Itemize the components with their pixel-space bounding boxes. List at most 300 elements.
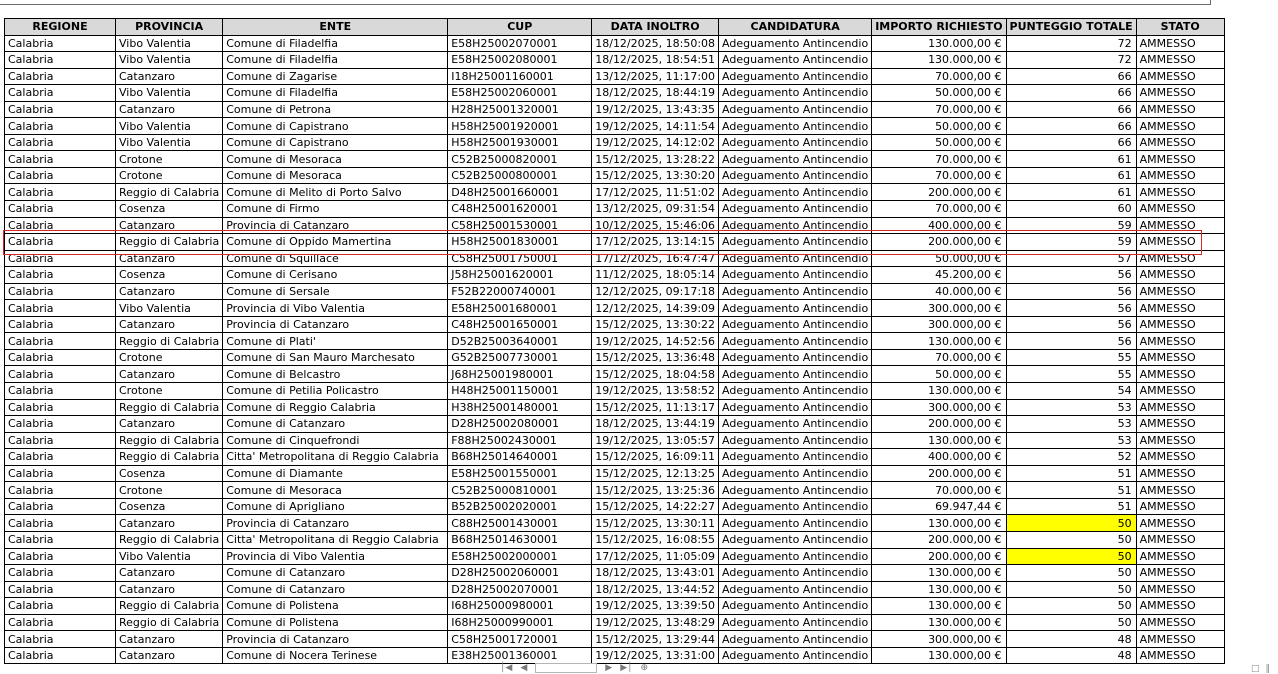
table-row[interactable] xyxy=(5,151,1225,168)
cell-ente[interactable]: Provincia di Catanzaro xyxy=(223,515,448,532)
cell-stato[interactable]: AMMESSO xyxy=(1136,349,1224,366)
spreadsheet[interactable] xyxy=(4,18,1225,664)
cell-provincia[interactable]: Reggio di Calabria xyxy=(116,184,223,201)
cell-cup[interactable]: D48H25001660001 xyxy=(448,184,592,201)
cell-candidatura[interactable]: Adeguamento Antincendio xyxy=(719,234,872,251)
cell-data-inoltro[interactable]: 18/12/2025, 18:50:08 xyxy=(592,35,719,52)
cell-cup[interactable]: I18H25001160001 xyxy=(448,68,592,85)
cell-data-inoltro[interactable]: 19/12/2025, 13:39:50 xyxy=(592,598,719,615)
cell-importo[interactable]: 300.000,00 € xyxy=(872,631,1006,648)
table-row[interactable] xyxy=(5,515,1225,532)
cell-ente[interactable]: Comune di Belcastro xyxy=(223,366,448,383)
cell-regione[interactable]: Calabria xyxy=(5,234,116,251)
table-row[interactable] xyxy=(5,416,1225,433)
cell-provincia[interactable]: Reggio di Calabria xyxy=(116,234,223,251)
cell-ente[interactable]: Comune di Nocera Terinese xyxy=(223,647,448,664)
cell-ente[interactable]: Citta' Metropolitana di Reggio Calabria xyxy=(223,449,448,466)
cell-stato[interactable]: AMMESSO xyxy=(1136,52,1224,69)
table-row[interactable] xyxy=(5,432,1225,449)
table-row[interactable] xyxy=(5,134,1225,151)
cell-punteggio[interactable]: 55 xyxy=(1006,366,1136,383)
table-row[interactable] xyxy=(5,52,1225,69)
cell-cup[interactable]: H28H25001320001 xyxy=(448,101,592,118)
cell-data-inoltro[interactable]: 18/12/2025, 18:44:19 xyxy=(592,85,719,102)
cell-ente[interactable]: Comune di Cerisano xyxy=(223,267,448,284)
cell-candidatura[interactable]: Adeguamento Antincendio xyxy=(719,151,872,168)
cell-ente[interactable]: Comune di Cinquefrondi xyxy=(223,432,448,449)
cell-candidatura[interactable]: Adeguamento Antincendio xyxy=(719,631,872,648)
col-header-ente[interactable]: ENTE xyxy=(223,19,448,36)
cell-candidatura[interactable]: Adeguamento Antincendio xyxy=(719,101,872,118)
col-header-importo[interactable]: IMPORTO RICHIESTO xyxy=(872,19,1006,36)
cell-provincia[interactable]: Crotone xyxy=(116,482,223,499)
cell-stato[interactable]: AMMESSO xyxy=(1136,598,1224,615)
cell-importo[interactable]: 300.000,00 € xyxy=(872,300,1006,317)
cell-stato[interactable]: AMMESSO xyxy=(1136,118,1224,135)
cell-candidatura[interactable]: Adeguamento Antincendio xyxy=(719,184,872,201)
cell-candidatura[interactable]: Adeguamento Antincendio xyxy=(719,598,872,615)
cell-cup[interactable]: B52B25002020001 xyxy=(448,498,592,515)
cell-stato[interactable]: AMMESSO xyxy=(1136,217,1224,234)
cell-ente[interactable]: Comune di Mesoraca xyxy=(223,151,448,168)
cell-punteggio[interactable]: 66 xyxy=(1006,118,1136,135)
cell-candidatura[interactable]: Adeguamento Antincendio xyxy=(719,267,872,284)
cell-regione[interactable]: Calabria xyxy=(5,449,116,466)
cell-cup[interactable]: D28H25002060001 xyxy=(448,565,592,582)
table-row[interactable] xyxy=(5,598,1225,615)
cell-ente[interactable]: Comune di Filadelfia xyxy=(223,85,448,102)
cell-punteggio[interactable]: 53 xyxy=(1006,432,1136,449)
cell-candidatura[interactable]: Adeguamento Antincendio xyxy=(719,548,872,565)
cell-cup[interactable]: H58H25001930001 xyxy=(448,134,592,151)
cell-provincia[interactable]: Cosenza xyxy=(116,465,223,482)
cell-candidatura[interactable]: Adeguamento Antincendio xyxy=(719,35,872,52)
cell-cup[interactable]: D28H25002070001 xyxy=(448,581,592,598)
cell-stato[interactable]: AMMESSO xyxy=(1136,614,1224,631)
cell-candidatura[interactable]: Adeguamento Antincendio xyxy=(719,399,872,416)
cell-importo[interactable]: 70.000,00 € xyxy=(872,68,1006,85)
table-row[interactable] xyxy=(5,581,1225,598)
cell-candidatura[interactable]: Adeguamento Antincendio xyxy=(719,565,872,582)
cell-stato[interactable]: AMMESSO xyxy=(1136,498,1224,515)
cell-regione[interactable]: Calabria xyxy=(5,515,116,532)
cell-data-inoltro[interactable]: 17/12/2025, 11:51:02 xyxy=(592,184,719,201)
table-row[interactable] xyxy=(5,217,1225,234)
cell-cup[interactable]: C58H25001720001 xyxy=(448,631,592,648)
cell-punteggio[interactable]: 56 xyxy=(1006,300,1136,317)
table-row[interactable] xyxy=(5,449,1225,466)
cell-stato[interactable]: AMMESSO xyxy=(1136,167,1224,184)
cell-provincia[interactable]: Catanzaro xyxy=(116,416,223,433)
col-header-candidatura[interactable]: CANDIDATURA xyxy=(719,19,872,36)
cell-candidatura[interactable]: Adeguamento Antincendio xyxy=(719,300,872,317)
cell-punteggio[interactable]: 59 xyxy=(1006,217,1136,234)
table-row[interactable] xyxy=(5,498,1225,515)
cell-data-inoltro[interactable]: 17/12/2025, 13:14:15 xyxy=(592,234,719,251)
cell-provincia[interactable]: Cosenza xyxy=(116,498,223,515)
cell-importo[interactable]: 130.000,00 € xyxy=(872,52,1006,69)
cell-cup[interactable]: B68H25014640001 xyxy=(448,449,592,466)
cell-ente[interactable]: Comune di Mesoraca xyxy=(223,482,448,499)
table-row[interactable] xyxy=(5,366,1225,383)
cell-provincia[interactable]: Reggio di Calabria xyxy=(116,432,223,449)
cell-stato[interactable]: AMMESSO xyxy=(1136,267,1224,284)
cell-ente[interactable]: Citta' Metropolitana di Reggio Calabria xyxy=(223,531,448,548)
cell-data-inoltro[interactable]: 15/12/2025, 13:30:22 xyxy=(592,316,719,333)
cell-candidatura[interactable]: Adeguamento Antincendio xyxy=(719,498,872,515)
cell-punteggio[interactable]: 53 xyxy=(1006,399,1136,416)
cell-data-inoltro[interactable]: 19/12/2025, 13:31:00 xyxy=(592,647,719,664)
last-page-icon[interactable]: ▶│ xyxy=(620,663,633,673)
cell-data-inoltro[interactable]: 15/12/2025, 16:09:11 xyxy=(592,449,719,466)
cell-importo[interactable]: 70.000,00 € xyxy=(872,167,1006,184)
cell-importo[interactable]: 130.000,00 € xyxy=(872,432,1006,449)
cell-ente[interactable]: Comune di Catanzaro xyxy=(223,416,448,433)
cell-importo[interactable]: 130.000,00 € xyxy=(872,647,1006,664)
cell-regione[interactable]: Calabria xyxy=(5,267,116,284)
cell-candidatura[interactable]: Adeguamento Antincendio xyxy=(719,118,872,135)
cell-provincia[interactable]: Vibo Valentia xyxy=(116,35,223,52)
cell-punteggio[interactable]: 51 xyxy=(1006,482,1136,499)
cell-provincia[interactable]: Reggio di Calabria xyxy=(116,614,223,631)
cell-data-inoltro[interactable]: 15/12/2025, 13:29:44 xyxy=(592,631,719,648)
cell-cup[interactable]: H58H25001830001 xyxy=(448,234,592,251)
cell-ente[interactable]: Provincia di Vibo Valentia xyxy=(223,548,448,565)
cell-data-inoltro[interactable]: 15/12/2025, 13:36:48 xyxy=(592,349,719,366)
cell-importo[interactable]: 70.000,00 € xyxy=(872,349,1006,366)
cell-stato[interactable]: AMMESSO xyxy=(1136,416,1224,433)
cell-punteggio[interactable]: 48 xyxy=(1006,647,1136,664)
cell-importo[interactable]: 50.000,00 € xyxy=(872,366,1006,383)
cell-ente[interactable]: Provincia di Catanzaro xyxy=(223,217,448,234)
cell-provincia[interactable]: Catanzaro xyxy=(116,283,223,300)
col-header-stato[interactable]: STATO xyxy=(1136,19,1224,36)
cell-regione[interactable]: Calabria xyxy=(5,383,116,400)
cell-punteggio[interactable]: 52 xyxy=(1006,449,1136,466)
cell-provincia[interactable]: Catanzaro xyxy=(116,250,223,267)
cell-stato[interactable]: AMMESSO xyxy=(1136,234,1224,251)
cell-data-inoltro[interactable]: 15/12/2025, 13:28:22 xyxy=(592,151,719,168)
cell-data-inoltro[interactable]: 19/12/2025, 13:48:29 xyxy=(592,614,719,631)
cell-regione[interactable]: Calabria xyxy=(5,35,116,52)
cell-importo[interactable]: 200.000,00 € xyxy=(872,184,1006,201)
cell-stato[interactable]: AMMESSO xyxy=(1136,184,1224,201)
cell-punteggio[interactable]: 72 xyxy=(1006,52,1136,69)
table-row[interactable] xyxy=(5,316,1225,333)
cell-punteggio[interactable]: 50 xyxy=(1006,614,1136,631)
cell-regione[interactable]: Calabria xyxy=(5,101,116,118)
cell-regione[interactable]: Calabria xyxy=(5,565,116,582)
col-header-provincia[interactable]: PROVINCIA xyxy=(116,19,223,36)
cell-cup[interactable]: E58H25001550001 xyxy=(448,465,592,482)
cell-data-inoltro[interactable]: 18/12/2025, 13:43:01 xyxy=(592,565,719,582)
cell-provincia[interactable]: Vibo Valentia xyxy=(116,85,223,102)
cell-cup[interactable]: C48H25001650001 xyxy=(448,316,592,333)
table-row[interactable] xyxy=(5,647,1225,664)
table-row[interactable] xyxy=(5,531,1225,548)
cell-punteggio[interactable]: 53 xyxy=(1006,416,1136,433)
cell-regione[interactable]: Calabria xyxy=(5,85,116,102)
table-row[interactable] xyxy=(5,300,1225,317)
cell-stato[interactable]: AMMESSO xyxy=(1136,101,1224,118)
cell-regione[interactable]: Calabria xyxy=(5,416,116,433)
cell-stato[interactable]: AMMESSO xyxy=(1136,85,1224,102)
cell-stato[interactable]: AMMESSO xyxy=(1136,35,1224,52)
cell-provincia[interactable]: Cosenza xyxy=(116,267,223,284)
cell-provincia[interactable]: Reggio di Calabria xyxy=(116,531,223,548)
cell-importo[interactable]: 130.000,00 € xyxy=(872,35,1006,52)
cell-ente[interactable]: Comune di Zagarise xyxy=(223,68,448,85)
table-row[interactable] xyxy=(5,184,1225,201)
cell-data-inoltro[interactable]: 15/12/2025, 16:08:55 xyxy=(592,531,719,548)
cell-importo[interactable]: 300.000,00 € xyxy=(872,399,1006,416)
cell-stato[interactable]: AMMESSO xyxy=(1136,68,1224,85)
cell-ente[interactable]: Comune di Petilia Policastro xyxy=(223,383,448,400)
cell-importo[interactable]: 70.000,00 € xyxy=(872,151,1006,168)
cell-regione[interactable]: Calabria xyxy=(5,283,116,300)
cell-regione[interactable]: Calabria xyxy=(5,68,116,85)
cell-cup[interactable]: C48H25001620001 xyxy=(448,201,592,218)
cell-cup[interactable]: I68H25000990001 xyxy=(448,614,592,631)
cell-ente[interactable]: Comune di Oppido Mamertina xyxy=(223,234,448,251)
table-row[interactable] xyxy=(5,333,1225,350)
cell-regione[interactable]: Calabria xyxy=(5,201,116,218)
cell-data-inoltro[interactable]: 15/12/2025, 14:22:27 xyxy=(592,498,719,515)
cell-punteggio[interactable]: 48 xyxy=(1006,631,1136,648)
cell-cup[interactable]: H48H25001150001 xyxy=(448,383,592,400)
cell-punteggio[interactable]: 56 xyxy=(1006,267,1136,284)
cell-regione[interactable]: Calabria xyxy=(5,548,116,565)
cell-regione[interactable]: Calabria xyxy=(5,52,116,69)
table-row[interactable] xyxy=(5,201,1225,218)
cell-stato[interactable]: AMMESSO xyxy=(1136,399,1224,416)
cell-stato[interactable]: AMMESSO xyxy=(1136,647,1224,664)
cell-punteggio[interactable]: 51 xyxy=(1006,465,1136,482)
cell-data-inoltro[interactable]: 15/12/2025, 12:13:25 xyxy=(592,465,719,482)
cell-cup[interactable]: H38H25001480001 xyxy=(448,399,592,416)
cell-data-inoltro[interactable]: 19/12/2025, 14:11:54 xyxy=(592,118,719,135)
table-row[interactable] xyxy=(5,283,1225,300)
col-header-data-inoltro[interactable]: DATA INOLTRO xyxy=(592,19,719,36)
cell-candidatura[interactable]: Adeguamento Antincendio xyxy=(719,416,872,433)
cell-provincia[interactable]: Catanzaro xyxy=(116,647,223,664)
cell-importo[interactable]: 130.000,00 € xyxy=(872,581,1006,598)
cell-candidatura[interactable]: Adeguamento Antincendio xyxy=(719,333,872,350)
cell-candidatura[interactable]: Adeguamento Antincendio xyxy=(719,531,872,548)
cell-ente[interactable]: Comune di Diamante xyxy=(223,465,448,482)
cell-candidatura[interactable]: Adeguamento Antincendio xyxy=(719,383,872,400)
cell-cup[interactable]: C58H25001530001 xyxy=(448,217,592,234)
cell-ente[interactable]: Comune di Polistena xyxy=(223,598,448,615)
cell-importo[interactable]: 130.000,00 € xyxy=(872,383,1006,400)
cell-cup[interactable]: F88H25002430001 xyxy=(448,432,592,449)
cell-ente[interactable]: Comune di Filadelfia xyxy=(223,52,448,69)
cell-data-inoltro[interactable]: 15/12/2025, 13:30:20 xyxy=(592,167,719,184)
cell-punteggio[interactable]: 61 xyxy=(1006,151,1136,168)
table-row[interactable] xyxy=(5,68,1225,85)
cell-stato[interactable]: AMMESSO xyxy=(1136,581,1224,598)
cell-regione[interactable]: Calabria xyxy=(5,349,116,366)
cell-candidatura[interactable]: Adeguamento Antincendio xyxy=(719,366,872,383)
cell-provincia[interactable]: Vibo Valentia xyxy=(116,548,223,565)
cell-cup[interactable]: E58H25002000001 xyxy=(448,548,592,565)
table-row[interactable] xyxy=(5,267,1225,284)
cell-cup[interactable]: C58H25001750001 xyxy=(448,250,592,267)
table-row[interactable] xyxy=(5,349,1225,366)
cell-ente[interactable]: Comune di Firmo xyxy=(223,201,448,218)
cell-punteggio[interactable]: 51 xyxy=(1006,498,1136,515)
cell-importo[interactable]: 40.000,00 € xyxy=(872,283,1006,300)
cell-regione[interactable]: Calabria xyxy=(5,167,116,184)
cell-punteggio[interactable]: 50 xyxy=(1006,581,1136,598)
cell-regione[interactable]: Calabria xyxy=(5,217,116,234)
cell-cup[interactable]: G52B25007730001 xyxy=(448,349,592,366)
cell-ente[interactable]: Comune di Aprigliano xyxy=(223,498,448,515)
cell-ente[interactable]: Comune di San Mauro Marchesato xyxy=(223,349,448,366)
cell-cup[interactable]: E58H25002060001 xyxy=(448,85,592,102)
cell-regione[interactable]: Calabria xyxy=(5,498,116,515)
cell-cup[interactable]: C52B25000820001 xyxy=(448,151,592,168)
cell-punteggio[interactable]: 56 xyxy=(1006,333,1136,350)
cell-stato[interactable]: AMMESSO xyxy=(1136,548,1224,565)
cell-provincia[interactable]: Catanzaro xyxy=(116,316,223,333)
cell-data-inoltro[interactable]: 19/12/2025, 13:58:52 xyxy=(592,383,719,400)
cell-ente[interactable]: Provincia di Catanzaro xyxy=(223,316,448,333)
cell-ente[interactable]: Comune di Catanzaro xyxy=(223,581,448,598)
cell-punteggio[interactable]: 50 xyxy=(1006,565,1136,582)
cell-punteggio[interactable]: 72 xyxy=(1006,35,1136,52)
table-row[interactable] xyxy=(5,614,1225,631)
table-row[interactable] xyxy=(5,631,1225,648)
cell-stato[interactable]: AMMESSO xyxy=(1136,531,1224,548)
cell-data-inoltro[interactable]: 15/12/2025, 11:13:17 xyxy=(592,399,719,416)
cell-data-inoltro[interactable]: 19/12/2025, 14:12:02 xyxy=(592,134,719,151)
prev-page-icon[interactable]: ◀ xyxy=(520,663,528,673)
cell-provincia[interactable]: Catanzaro xyxy=(116,631,223,648)
table-row[interactable] xyxy=(5,35,1225,52)
cell-importo[interactable]: 130.000,00 € xyxy=(872,614,1006,631)
cell-regione[interactable]: Calabria xyxy=(5,151,116,168)
cell-importo[interactable]: 200.000,00 € xyxy=(872,531,1006,548)
col-header-punteggio[interactable]: PUNTEGGIO TOTALE xyxy=(1006,19,1136,36)
cell-data-inoltro[interactable]: 15/12/2025, 13:30:11 xyxy=(592,515,719,532)
cell-stato[interactable]: AMMESSO xyxy=(1136,134,1224,151)
cell-regione[interactable]: Calabria xyxy=(5,598,116,615)
cell-cup[interactable]: I68H25000980001 xyxy=(448,598,592,615)
cell-ente[interactable]: Provincia di Catanzaro xyxy=(223,631,448,648)
cell-data-inoltro[interactable]: 12/12/2025, 14:39:09 xyxy=(592,300,719,317)
cell-importo[interactable]: 50.000,00 € xyxy=(872,134,1006,151)
cell-stato[interactable]: AMMESSO xyxy=(1136,151,1224,168)
cell-data-inoltro[interactable]: 13/12/2025, 09:31:54 xyxy=(592,201,719,218)
cell-punteggio[interactable]: 54 xyxy=(1006,383,1136,400)
table-row[interactable] xyxy=(5,101,1225,118)
cell-punteggio[interactable]: 55 xyxy=(1006,349,1136,366)
cell-punteggio[interactable]: 61 xyxy=(1006,184,1136,201)
cell-regione[interactable]: Calabria xyxy=(5,482,116,499)
cell-candidatura[interactable]: Adeguamento Antincendio xyxy=(719,316,872,333)
cell-punteggio[interactable]: 60 xyxy=(1006,201,1136,218)
cell-regione[interactable]: Calabria xyxy=(5,250,116,267)
cell-ente[interactable]: Provincia di Vibo Valentia xyxy=(223,300,448,317)
cell-regione[interactable]: Calabria xyxy=(5,647,116,664)
cell-provincia[interactable]: Catanzaro xyxy=(116,101,223,118)
cell-importo[interactable]: 50.000,00 € xyxy=(872,85,1006,102)
cell-stato[interactable]: AMMESSO xyxy=(1136,283,1224,300)
cell-punteggio[interactable]: 50 xyxy=(1006,531,1136,548)
table-row[interactable] xyxy=(5,234,1225,251)
cell-candidatura[interactable]: Adeguamento Antincendio xyxy=(719,167,872,184)
cell-stato[interactable]: AMMESSO xyxy=(1136,432,1224,449)
cell-stato[interactable]: AMMESSO xyxy=(1136,449,1224,466)
view-mode-icon[interactable]: □ xyxy=(1250,664,1260,674)
cell-importo[interactable]: 130.000,00 € xyxy=(872,333,1006,350)
cell-ente[interactable]: Comune di Capistrano xyxy=(223,134,448,151)
cell-ente[interactable]: Comune di Plati' xyxy=(223,333,448,350)
cell-data-inoltro[interactable]: 13/12/2025, 11:17:00 xyxy=(592,68,719,85)
cell-importo[interactable]: 130.000,00 € xyxy=(872,598,1006,615)
cell-punteggio[interactable]: 56 xyxy=(1006,316,1136,333)
cell-punteggio[interactable]: 50 xyxy=(1006,548,1136,565)
cell-cup[interactable]: C52B25000800001 xyxy=(448,167,592,184)
cell-punteggio[interactable]: 50 xyxy=(1006,515,1136,532)
cell-provincia[interactable]: Catanzaro xyxy=(116,217,223,234)
cell-importo[interactable]: 200.000,00 € xyxy=(872,465,1006,482)
col-header-regione[interactable]: REGIONE xyxy=(5,19,116,36)
cell-punteggio[interactable]: 66 xyxy=(1006,101,1136,118)
cell-ente[interactable]: Comune di Sersale xyxy=(223,283,448,300)
cell-data-inoltro[interactable]: 15/12/2025, 18:04:58 xyxy=(592,366,719,383)
cell-regione[interactable]: Calabria xyxy=(5,465,116,482)
cell-ente[interactable]: Comune di Mesoraca xyxy=(223,167,448,184)
cell-stato[interactable]: AMMESSO xyxy=(1136,631,1224,648)
cell-stato[interactable]: AMMESSO xyxy=(1136,201,1224,218)
cell-provincia[interactable]: Crotone xyxy=(116,167,223,184)
cell-candidatura[interactable]: Adeguamento Antincendio xyxy=(719,68,872,85)
cell-provincia[interactable]: Catanzaro xyxy=(116,515,223,532)
cell-cup[interactable]: J68H25001980001 xyxy=(448,366,592,383)
cell-regione[interactable]: Calabria xyxy=(5,581,116,598)
cell-provincia[interactable]: Catanzaro xyxy=(116,366,223,383)
cell-stato[interactable]: AMMESSO xyxy=(1136,515,1224,532)
cell-punteggio[interactable]: 50 xyxy=(1006,598,1136,615)
cell-regione[interactable]: Calabria xyxy=(5,631,116,648)
cell-cup[interactable]: F52B22000740001 xyxy=(448,283,592,300)
cell-regione[interactable]: Calabria xyxy=(5,432,116,449)
cell-provincia[interactable]: Catanzaro xyxy=(116,581,223,598)
cell-candidatura[interactable]: Adeguamento Antincendio xyxy=(719,283,872,300)
cell-data-inoltro[interactable]: 17/12/2025, 16:47:47 xyxy=(592,250,719,267)
cell-cup[interactable]: D52B25003640001 xyxy=(448,333,592,350)
cell-provincia[interactable]: Cosenza xyxy=(116,201,223,218)
cell-importo[interactable]: 130.000,00 € xyxy=(872,515,1006,532)
cell-data-inoltro[interactable]: 17/12/2025, 11:05:09 xyxy=(592,548,719,565)
table-row[interactable] xyxy=(5,482,1225,499)
table-row[interactable] xyxy=(5,118,1225,135)
table-row[interactable] xyxy=(5,85,1225,102)
table-row[interactable] xyxy=(5,167,1225,184)
cell-ente[interactable]: Comune di Melito di Porto Salvo xyxy=(223,184,448,201)
table-row[interactable] xyxy=(5,399,1225,416)
cell-candidatura[interactable]: Adeguamento Antincendio xyxy=(719,250,872,267)
cell-cup[interactable]: J58H25001620001 xyxy=(448,267,592,284)
cell-provincia[interactable]: Catanzaro xyxy=(116,565,223,582)
table-row[interactable] xyxy=(5,465,1225,482)
table-row[interactable] xyxy=(5,565,1225,582)
cell-candidatura[interactable]: Adeguamento Antincendio xyxy=(719,349,872,366)
cell-candidatura[interactable]: Adeguamento Antincendio xyxy=(719,85,872,102)
cell-provincia[interactable]: Vibo Valentia xyxy=(116,118,223,135)
